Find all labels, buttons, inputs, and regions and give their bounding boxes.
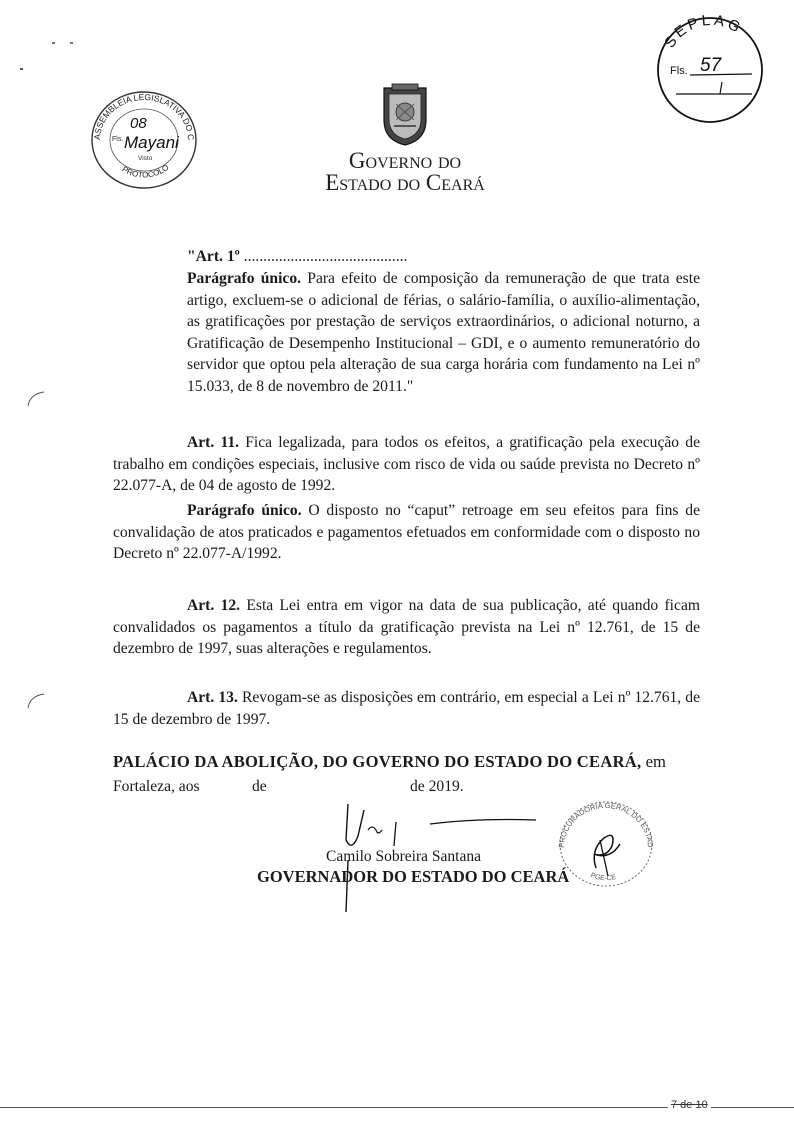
closing-fortaleza: Fortaleza, aos (113, 778, 200, 795)
seplag-fls-label: Fls. (670, 65, 688, 77)
seplag-stamp (648, 12, 768, 124)
seplag-ring-text: SEPLAG (661, 12, 746, 52)
art11 (113, 432, 700, 497)
art11-paragrafo-unico (113, 500, 700, 565)
closing-year: de 2019. (410, 778, 464, 795)
svg-text:PGE-CE (589, 872, 617, 882)
procuradoria-stamp (556, 796, 656, 888)
art11-text: Fica legalizada, para todos os efeitos, a gratificação pela execução de trabalho em condições especiais, inclusive com risco de vida ou saúde prevista no Decreto nº 22.077-A, de 04 de agosto de 1992. (113, 434, 700, 495)
art11-paragrafo-text: O disposto no “caput” retroage em seu efeitos para fins de convalidação de atos praticados e pagamentos efetuados em conformidade com o disposto no Decreto nº 22.077-A/1992. (113, 502, 700, 563)
art1-paragrafo-unico (187, 268, 700, 398)
art1-dots: .......................................... (243, 248, 408, 265)
stamp-fls-label: Fls. (112, 136, 124, 143)
signatory-title: GOVERNADOR DO ESTADO DO CEARÁ (257, 867, 570, 886)
svg-text:PROTOCOLO (120, 163, 170, 180)
art1-paragrafo-text: Para efeito de composição da remuneração de que trata este artigo, excluem-se o adicional de férias, o salário-família, o auxílio-alimentação, as gratificações por prestação de serviços extraordinários, o adicional noturno, a Gratificação de Desempenho Institucional – GDI, e o aumento remuneratório do servidor que optou pela alteração de sua carga horária com fundamento na Lei nº 15.033, de 8 de novembro de 2011." (187, 270, 700, 395)
handwritten-number: 08 (130, 115, 147, 132)
svg-text:PROCURADORIA GERAL DO ESTADO (556, 796, 655, 848)
header-line-2: Estado do Ceará (325, 170, 485, 195)
art13-text: Revogam-se as disposições em contrário, em especial a Lei nº 12.761, de 15 de dezembro de 1997. (113, 689, 700, 728)
procuradoria-ring-text: PROCURADORIA GERAL DO ESTAD (556, 800, 656, 849)
art13-label: Art. 13. (187, 689, 238, 706)
closing-em: em (641, 752, 666, 771)
art11-label: Art. 11. (187, 434, 240, 451)
scan-mark (70, 42, 73, 44)
assembleia-protocol-stamp (88, 88, 200, 192)
closing-line (113, 751, 703, 773)
margin-mark (26, 388, 48, 410)
ceara-coat-of-arms-icon (374, 82, 436, 148)
signatory-name: Camilo Sobreira Santana (326, 848, 481, 865)
stamp-small-label: Visto (138, 155, 153, 162)
art13 (113, 687, 700, 730)
stamp-ring-text: ASSEMBLEIA LEGISLATIVA DO C (91, 91, 197, 141)
page-number: 7 de 10 (668, 1099, 711, 1111)
art11-paragrafo-label: Parágrafo único. (187, 502, 302, 519)
art12-text: Esta Lei entra em vigor na data de sua publicação, até quando ficam convalidados os pagamentos a título da gratificação prevista na Lei nº 12.761, de 15 de dezembro de 1997, suas alterações e regulamentos. (113, 597, 700, 658)
header-line-1: Governo do (348, 148, 462, 173)
margin-mark (26, 690, 48, 712)
art1-paragrafo-label: Parágrafo único. (187, 270, 302, 287)
procuradoria-bottom-text: PGE-CE (589, 872, 617, 883)
scan-mark (52, 42, 55, 44)
stamp-bottom-text: PROTOCOLO (120, 162, 171, 180)
handwritten-name: Mayani (124, 133, 179, 152)
art1-label: "Art. 1º (187, 248, 240, 265)
closing-de: de (252, 778, 267, 795)
seplag-fls-value: 57 (700, 55, 722, 76)
art12-label: Art. 12. (187, 597, 241, 614)
closing-palacio: PALÁCIO DA ABOLIÇÃO, DO GOVERNO DO ESTADO DO CEARÁ, (113, 752, 642, 771)
art12 (113, 595, 700, 660)
art1-heading (187, 246, 607, 268)
scan-mark (20, 68, 23, 70)
